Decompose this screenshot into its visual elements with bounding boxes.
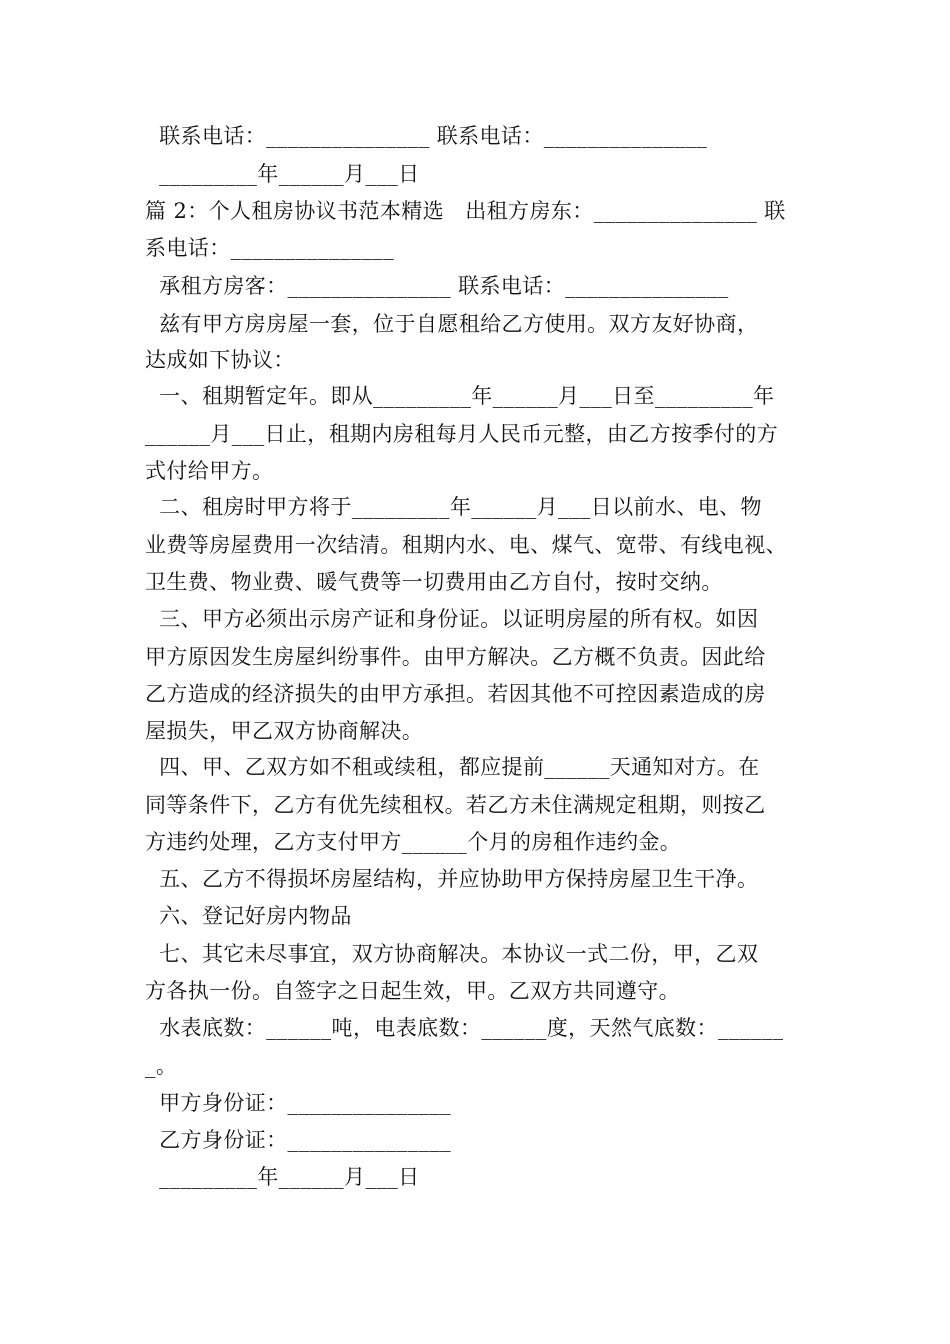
text-line: 甲方身份证：_______________ <box>145 1091 452 1115</box>
text-line: 四、甲、乙双方如不租或续租，都应提前______天通知对方。在 <box>145 755 760 779</box>
text-line: 水表底数：______吨，电表底数：______度，天然气底数：______ <box>145 1016 784 1040</box>
text-line: ______月___日止，租期内房租每月人民币元整，由乙方按季付的方 <box>145 422 779 446</box>
text-line: 兹有甲方房房屋一套，位于自愿租给乙方使用。双方友好协商， <box>145 312 759 336</box>
text-line: 屋损失，甲乙双方协商解决。 <box>145 719 424 743</box>
text-line: 达成如下协议： <box>145 348 295 372</box>
text-line: _________年______月___日 <box>145 162 420 186</box>
text-line: 七、其它未尽事宜，双方协商解决。本协议一式二份，甲，乙双 <box>145 942 759 966</box>
text-line: 六、登记好房内物品 <box>145 904 352 928</box>
text-line: 系电话：_______________ <box>145 236 395 260</box>
text-line: 联系电话：_______________ 联系电话：_______________ <box>145 124 708 148</box>
text-line: 乙方造成的经济损失的由甲方承担。若因其他不可控因素造成的房 <box>145 682 766 706</box>
text-line: 篇 2：个人租房协议书范本精选 出租方房东：_______________ 联 <box>145 199 786 223</box>
text-line: 三、甲方必须出示房产证和身份证。以证明房屋的所有权。如因 <box>145 607 759 631</box>
text-line: 方违约处理，乙方支付甲方______个月的房租作违约金。 <box>145 830 682 854</box>
text-line: 二、租房时甲方将于_________年______月___日以前水、电、物 <box>145 495 762 519</box>
text-line: 承租方房客：_______________ 联系电话：_______________ <box>145 274 729 298</box>
text-line: 五、乙方不得损坏房屋结构，并应协助甲方保持房屋卫生干净。 <box>145 867 759 891</box>
text-line: 一、租期暂定年。即从_________年______月___日至_________年 <box>145 384 775 408</box>
text-line: 方各执一份。自签字之日起生效，甲。乙双方共同遵守。 <box>145 979 680 1003</box>
text-line: 卫生费、物业费、暖气费等一切费用由乙方自付，按时交纳。 <box>145 570 723 594</box>
text-line: 乙方身份证：_______________ <box>145 1128 452 1152</box>
text-line: 式付给甲方。 <box>145 459 274 483</box>
text-line: 业费等房屋费用一次结清。租期内水、电、煤气、宽带、有线电视、 <box>145 533 787 557</box>
text-line: _。 <box>145 1054 178 1078</box>
text-line: 甲方原因发生房屋纠纷事件。由甲方解决。乙方概不负责。因此给 <box>145 645 766 669</box>
text-line: _________年______月___日 <box>145 1165 420 1189</box>
text-line: 同等条件下，乙方有优先续租权。若乙方未住满规定租期，则按乙 <box>145 793 766 817</box>
